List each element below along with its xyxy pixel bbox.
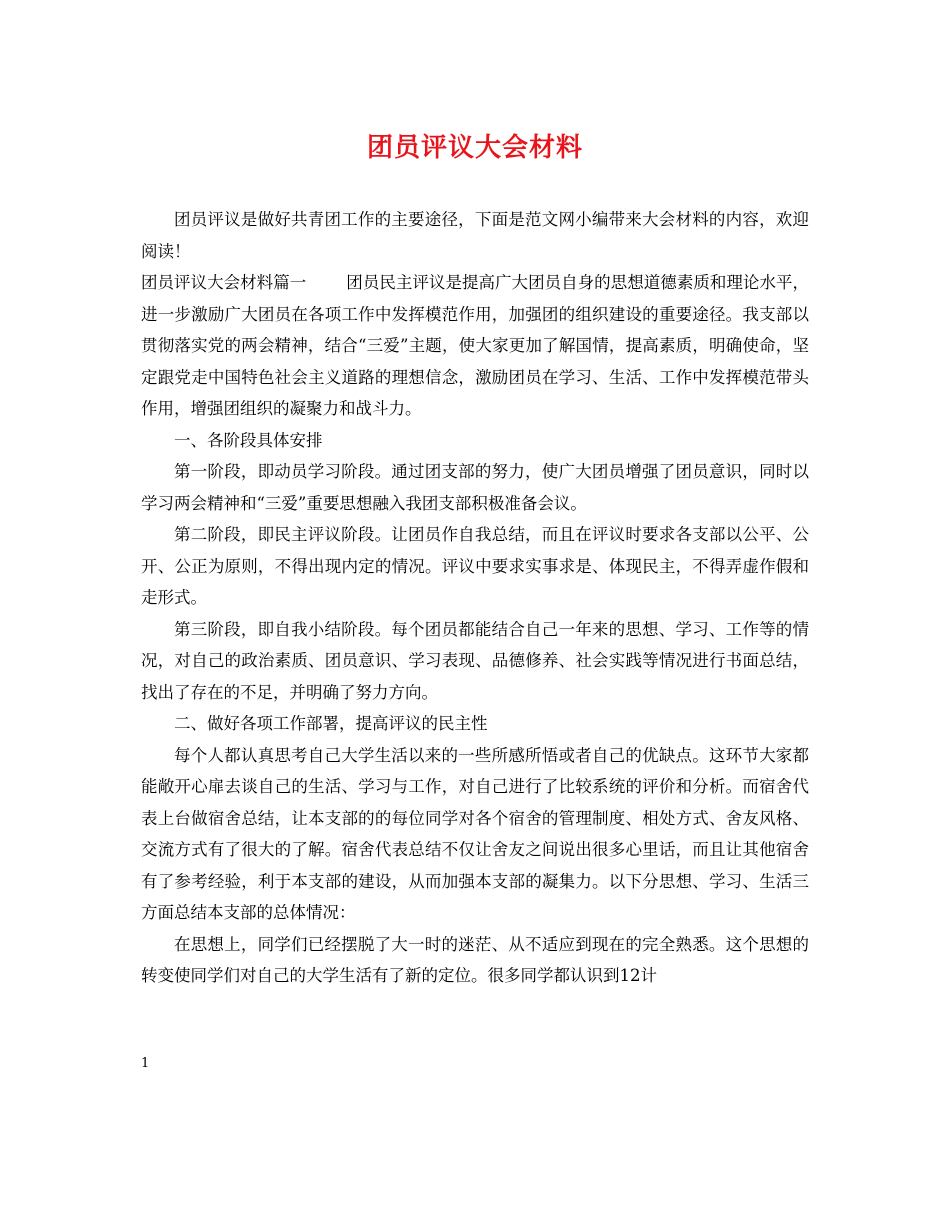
heading-work-deployment: 二、做好各项工作部署，提高评议的民主性: [174, 714, 488, 733]
stage-two-paragraph: 第二阶段，即民主评议阶段。让团员作自我总结，而且在评议时要求各支部以公平、公开、公正为原则，不得出现内定的情况。评议中要求实事求是、体现民主，不得弄虚作假和走形式。: [141, 525, 809, 607]
document-body: [141, 204, 809, 992]
heading-stage-arrangement: 一、各阶段具体安排: [174, 430, 323, 450]
thought-paragraph: 在思想上，同学们已经摆脱了大一时的迷茫、从不适应到现在的完全熟悉。这个思想的转变使同学们对自己的大学生活有了新的定位。很多同学都认识到12计: [141, 934, 809, 985]
document-title: 团员评议大会材料: [366, 133, 583, 163]
page-number: 1: [141, 1056, 150, 1071]
section-one-paragraph: [141, 267, 809, 425]
reflection-paragraph: 每个人都认真思考自己大学生活以来的一些所感所悟或者自己的优缺点。这环节大家都能敞开心扉去谈自己的生活、学习与工作，对自己进行了比较系统的评价和分析。而宿舍代表上台做宿舍总结，让本支部的的每位同学对各个宿舍的管理制度、相处方式、舍友风格、交流方式有了很大的了解。宿舍代表总结不仅让舍友之间说出很多心里话，而且让其他宿舍有了参考经验，利于本支部的建设，从而加强本支部的凝集力。以下分思想、学习、生活三方面总结本支部的总体情况：: [141, 745, 809, 922]
stage-one-paragraph: 第一阶段，即动员学习阶段。通过团支部的努力，使广大团员增强了团员意识，同时以学习两会精神和“三爱”重要思想融入我团支部积极准备会议。: [141, 462, 809, 513]
intro-paragraph: 团员评议是做好共青团工作的主要途径，下面是范文网小编带来大会材料的内容，欢迎阅读！: [141, 210, 809, 261]
section-one-text: 团员民主评议是提高广大团员自身的思想道德素质和理论水平，进一步激励广大团员在各项工作中发挥模范作用，加强团的组织建设的重要途径。我支部以贯彻落实党的两会精神，结合“三爱”主题，使大家更加了解国情，提高素质，明确使命，坚定跟党走中国特色社会主义道路的理想信念，激励团员在学习、生活、工作中发挥模范带头作用，增强团组织的凝聚力和战斗力。: [141, 273, 810, 418]
section-label: 团员评议大会材料篇一: [141, 273, 307, 292]
stage-three-paragraph: 第三阶段，即自我小结阶段。每个团员都能结合自己一年来的思想、学习、工作等的情况，对自己的政治素质、团员意识、学习表现、品德修养、社会实践等情况进行书面总结，找出了存在的不足，并明确了努力方向。: [141, 619, 809, 702]
